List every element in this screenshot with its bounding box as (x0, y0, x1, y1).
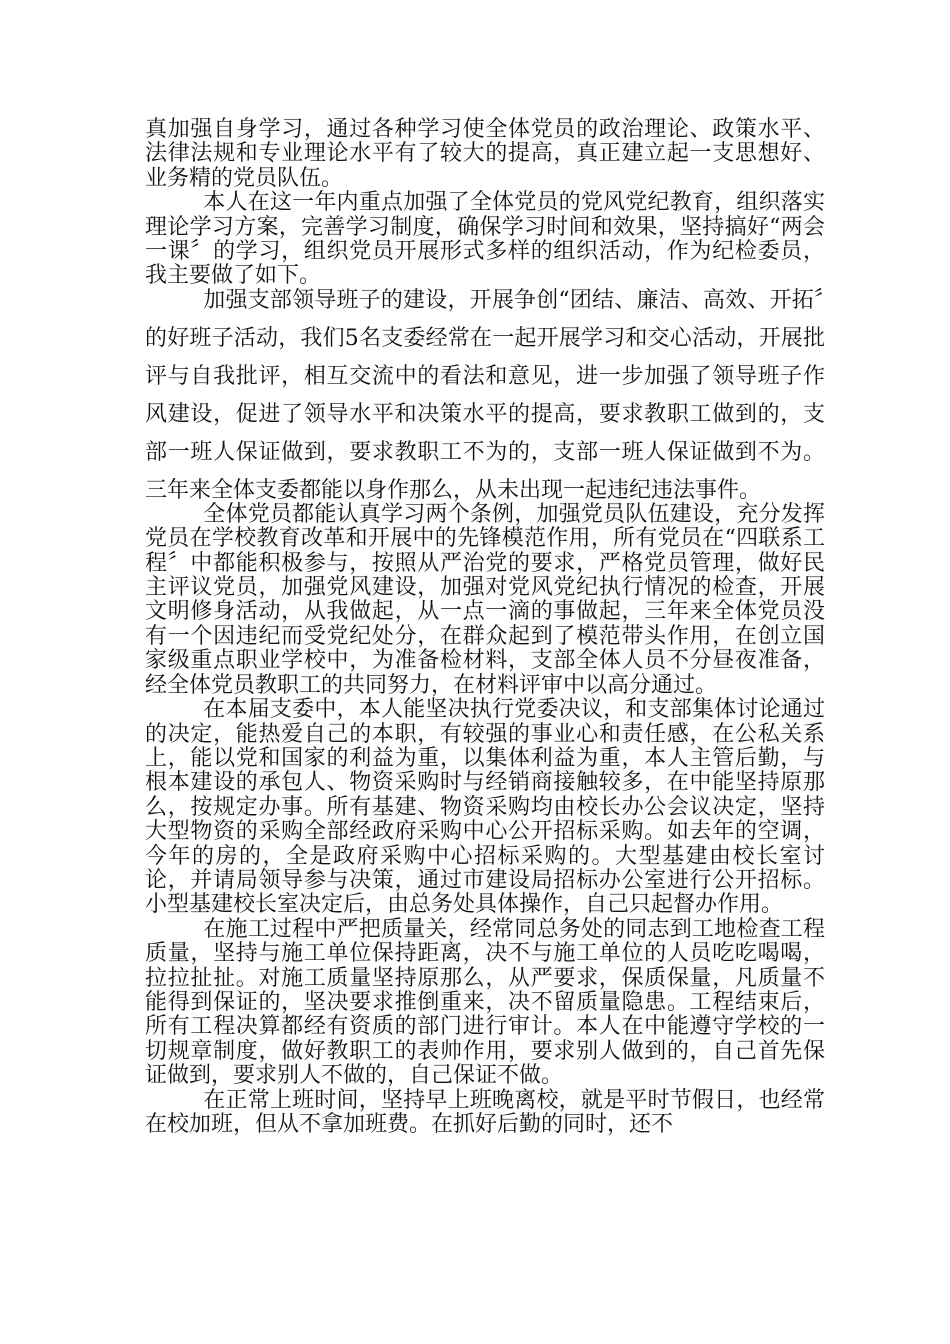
paragraph-7: 在正常上班时间，坚持早上班晚离校，就是平时节假日，也经常在校加班，但从不拿加班费。在抓好后勤的同时，还不 (145, 1087, 825, 1137)
paragraph-4: 全体党员都能认真学习两个条例，加强党员队伍建设，充分发挥党员在学校教育改革和开展中的先锋模范作用，所有党员在“四联系工程〞中都能积极参与，按照从严治党的要求，严格党员管理，做好民主评议党员，加强党风建设，加强对党风党纪执行情况的检查，开展文明修身活动，从我做起，从一点一滴的事做起，三年来全体党员没有一个因违纪而受党纪处分，在群众起到了模范带头作用，在创立国家级重点职业学校中，为准备检材料，支部全体人员不分昼夜准备，经全体党员教职工的共同努力，在材料评审中以高分通过。 (145, 501, 825, 698)
document-body (145, 118, 825, 1137)
paragraph-3: 加强支部领导班子的建设，开展争创“团结、廉洁、高效、开拓〞的好班子活动，我们5名支委经常在一起开展学习和交心活动，开展批评与自我批评，相互交流中的看法和意见，进一步加强了领导班子作风建设，促进了领导水平和决策水平的提高，要求教职工做到的，支部一班人保证做到，要求教职工不为的，支部一班人保证做到不为。三年来全体支委都能以身作那么，从未出现一起违纪违法事件。 (145, 287, 825, 503)
paragraph-1: 真加强自身学习，通过各种学习使全体党员的政治理论、政策水平、法律法规和专业理论水平有了较大的提高，真正建立起一支思想好、业务精的党员队伍。 (145, 117, 825, 191)
paragraph-2: 本人在这一年内重点加强了全体党员的党风党纪教育，组织落实理论学习方案，完善学习制度，确保学习时间和效果，坚持搞好“两会一课〞的学习，组织党员开展形式多样的组织活动，作为纪检委员，我主要做了如下。 (145, 190, 825, 289)
paragraph-6: 在施工过程中严把质量关，经常同总务处的同志到工地检查工程质量，坚持与施工单位保持距离，决不与施工单位的人员吃吃喝喝，拉拉扯扯。对施工质量坚持原那么，从严要求，保质保量，凡质量不能得到保证的，坚决要求推倒重来，决不留质量隐患。工程结束后，所有工程决算都经有资质的部门进行审计。本人在中能遵守学校的一切规章制度，做好教职工的表帅作用，要求别人做到的，自己首先保证做到，要求别人不做的，自己保证不做。 (145, 916, 825, 1089)
paragraph-5: 在本届支委中，本人能坚决执行党委决议，和支部集体讨论通过的决定，能热爱自己的本职，有较强的事业心和责任感，在公私关系上，能以党和国家的利益为重，以集体利益为重，本人主管后勤，与根本建设的承包人、物资采购时与经销商接触较多，在中能坚持原那么，按规定办事。所有基建、物资采购均由校长办公会议决定，坚持大型物资的采购全部经政府采购中心公开招标采购。如去年的空调，今年的房的，全是政府采购中心招标采购的。大型基建由校长室讨论，并请局领导参与决策，通过市建设局招标办公室进行公开招标。小型基建校长室决定后，由总务处具体操作，自己只起督办作用。 (145, 697, 825, 918)
